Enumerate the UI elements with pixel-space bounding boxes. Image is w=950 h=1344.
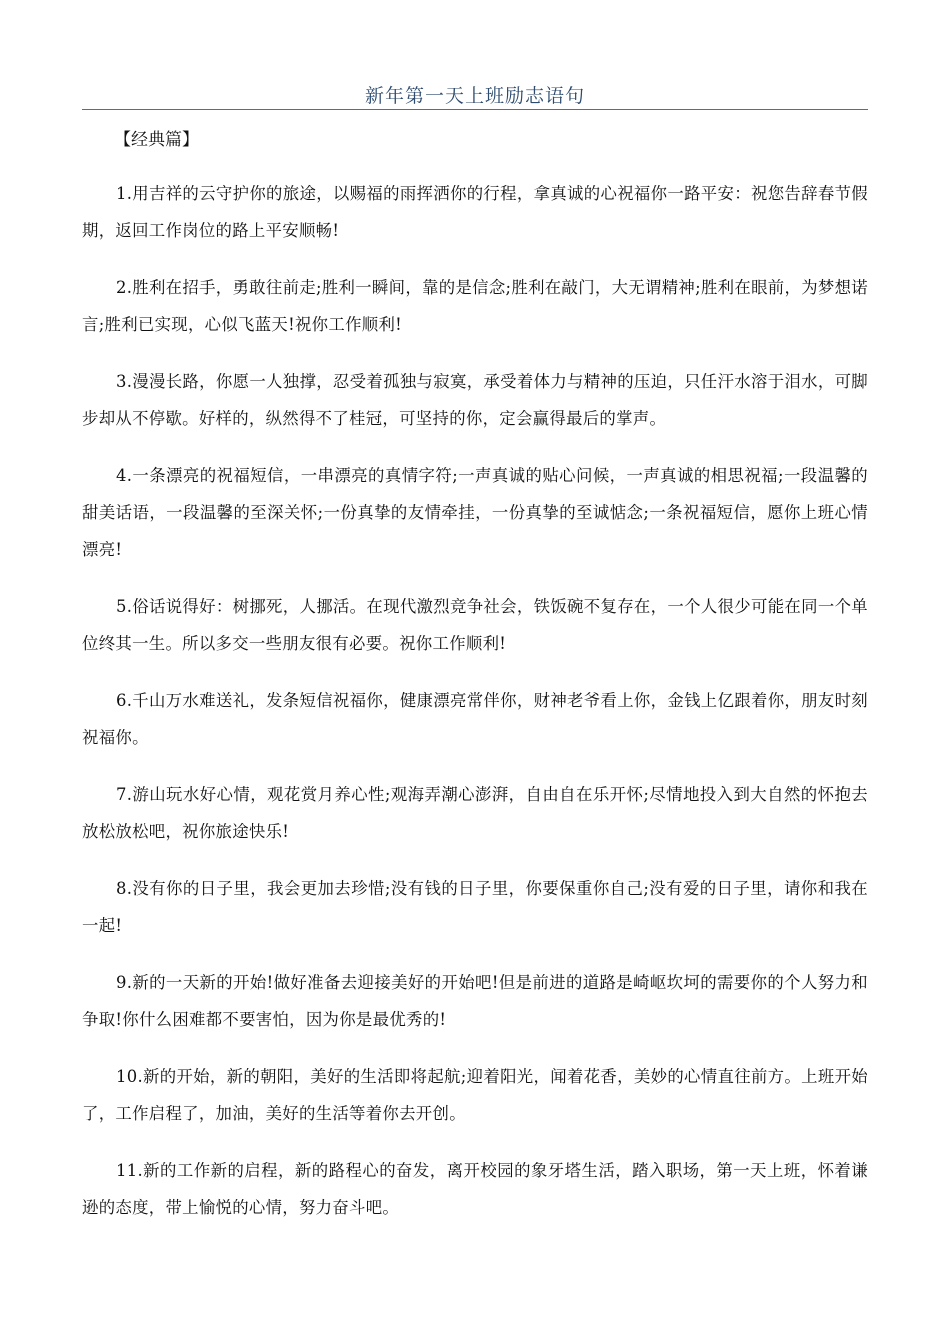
list-item: 7.游山玩水好心情，观花赏月养心性;观海弄潮心澎湃，自由自在乐开怀;尽情地投入到大自然的怀抱去放松放松吧，祝你旅途快乐! [82,785,868,841]
list-item: 8.没有你的日子里，我会更加去珍惜;没有钱的日子里，你要保重你自己;没有爱的日子里，请你和我在一起! [82,879,868,935]
list-item: 5.俗话说得好：树挪死，人挪活。在现代激烈竞争社会，铁饭碗不复存在，一个人很少可能在同一个单位终其一生。所以多交一些朋友很有必要。祝你工作顺利! [82,597,868,653]
list-item: 1.用吉祥的云守护你的旅途，以赐福的雨挥洒你的行程，拿真诚的心祝福你一路平安：祝您告辞春节假期，返回工作岗位的路上平安顺畅! [82,184,868,240]
list-item: 2.胜利在招手，勇敢往前走;胜利一瞬间，靠的是信念;胜利在敲门，大无谓精神;胜利在眼前，为梦想诺言;胜利已实现，心似飞蓝天!祝你工作顺利! [82,278,868,334]
list-item: 10.新的开始，新的朝阳，美好的生活即将起航;迎着阳光，闻着花香，美妙的心情直往前方。上班开始了，工作启程了，加油，美好的生活等着你去开创。 [82,1067,868,1123]
item-list [82,175,868,1246]
list-item: 3.漫漫长路，你愿一人独撑，忍受着孤独与寂寞，承受着体力与精神的压迫，只任汗水溶于泪水，可脚步却从不停歇。好样的，纵然得不了桂冠，可坚持的你，定会赢得最后的掌声。 [82,372,868,428]
title-underline [82,109,868,110]
list-item: 9.新的一天新的开始!做好准备去迎接美好的开始吧!但是前进的道路是崎岖坎坷的需要你的个人努力和争取!你什么困难都不要害怕，因为你是最优秀的! [82,973,868,1029]
document-title: 新年第一天上班励志语句 [364,85,585,107]
list-item: 4.一条漂亮的祝福短信，一串漂亮的真情字符;一声真诚的贴心问候，一声真诚的相思祝福;一段温馨的甜美话语，一段温馨的至深关怀;一份真挚的友情牵挂，一份真挚的至诚惦念;一条祝福短信，愿你上班心情漂亮! [82,466,868,559]
list-item: 11.新的工作新的启程，新的路程心的奋发，离开校园的象牙塔生活，踏入职场，第一天上班，怀着谦逊的态度，带上愉悦的心情，努力奋斗吧。 [82,1161,868,1217]
section-heading: 【经典篇】 [114,130,199,150]
list-item: 6.千山万水难送礼，发条短信祝福你，健康漂亮常伴你，财神老爷看上你，金钱上亿跟着你，朋友时刻祝福你。 [82,691,868,747]
